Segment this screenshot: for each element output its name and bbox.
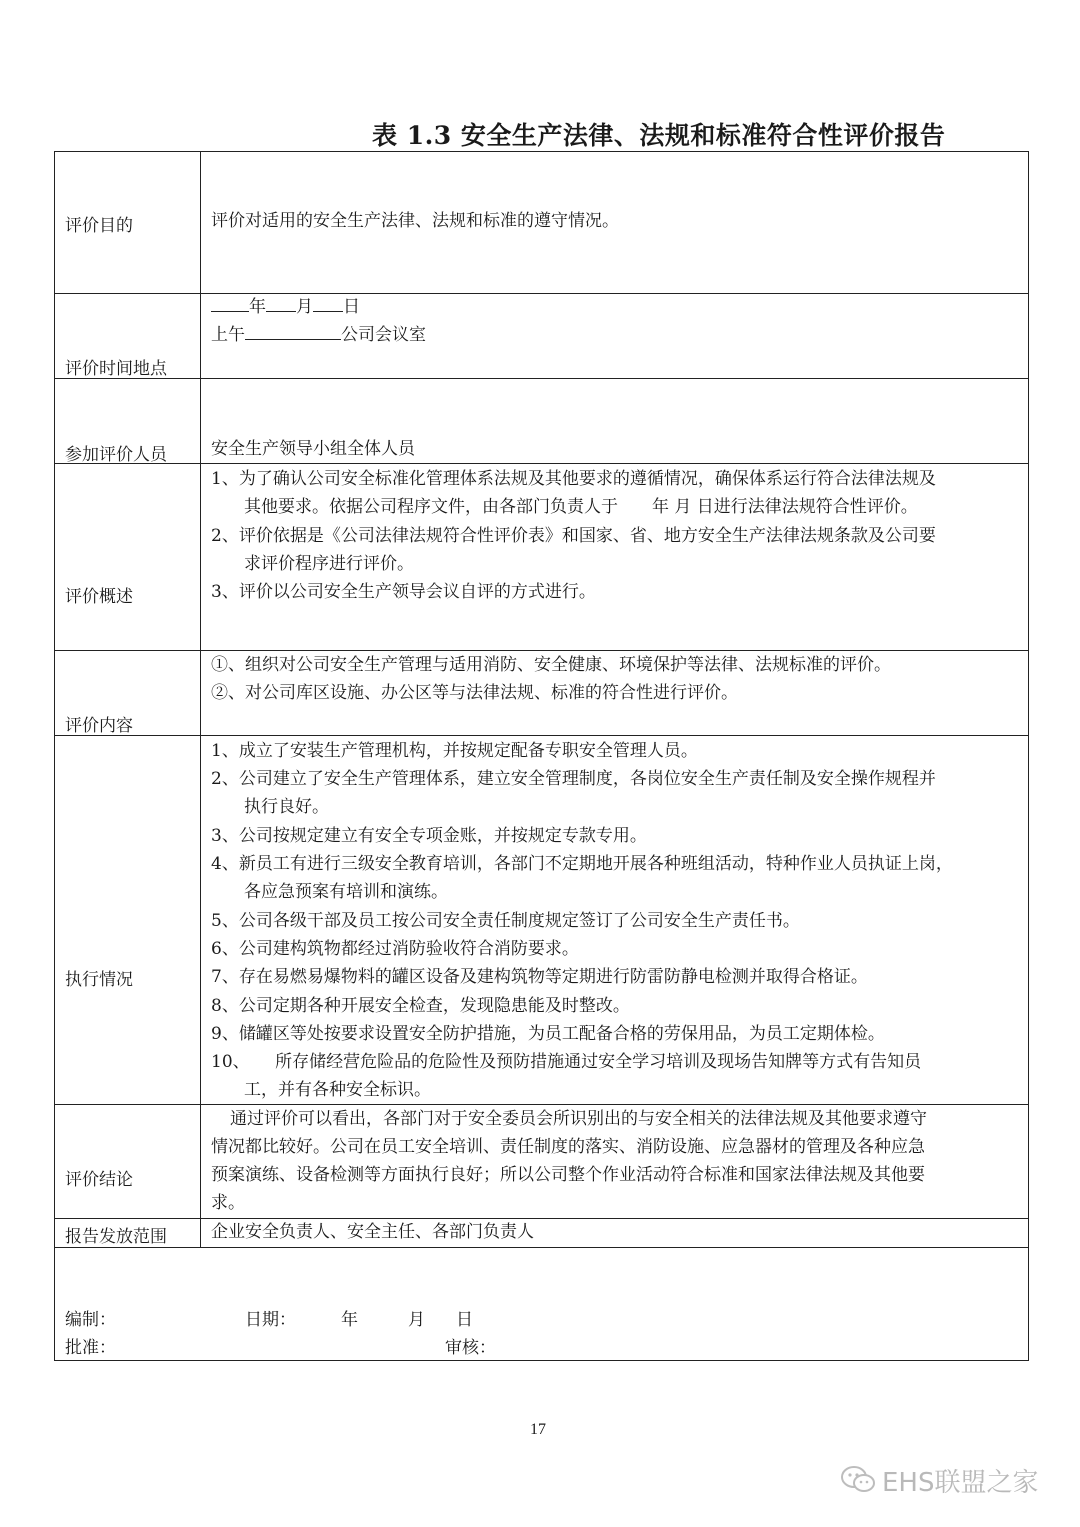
execution-line-3: 执行良好。 (244, 797, 329, 817)
year-text: 年 (249, 297, 266, 317)
conclusion-line-2: 情况都比较好。公司在员工安全培训、责任制度的落实、消防设施、应急器材的管理及各种应急 (211, 1137, 925, 1157)
watermark (840, 1462, 1038, 1502)
execution-line-13: 工，并有各种安全标识。 (244, 1080, 431, 1100)
overview-label: 评价概述 (65, 587, 133, 607)
place-line (211, 321, 426, 349)
evaluation-table (54, 151, 1029, 1361)
page-number: 17 (530, 1421, 546, 1438)
execution-line-11: 9、储罐区等处按要求设置安全防护措施，为员工配备合格的劳保用品，为员工定期体检。 (211, 1024, 885, 1044)
execution-line-10: 8、公司定期各种开展安全检查，发现隐患能及时整改。 (211, 996, 630, 1016)
table-border-right (1028, 151, 1029, 1361)
distribution-label: 报告发放范围 (65, 1227, 167, 1247)
approved-label: 批准： (65, 1338, 116, 1358)
conclusion-line-3: 预案演练、设备检测等方面执行良好；所以公司整个作业活动符合标准和国家法律法规及其他要 (211, 1165, 925, 1185)
execution-line-1: 1、成立了安装生产管理机构，并按规定配备专职安全管理人员。 (211, 741, 698, 761)
reviewed-label: 审核： (445, 1338, 496, 1358)
chat-bubble-icon (840, 1465, 876, 1502)
purpose-text: 评价对适用的安全生产法律、法规和标准的遵守情况。 (211, 211, 619, 231)
overview-line-2: 其他要求。依据公司程序文件，由各部门负责人于 年 月 日进行法律法规符合性评价。 (244, 497, 918, 517)
execution-line-7: 5、公司各级干部及员工按公司安全责任制度规定签订了公司安全生产责任书。 (211, 911, 800, 931)
overview-line-5: 3、评价以公司安全生产领导会议自评的方式进行。 (211, 582, 596, 602)
overview-line-3: 2、评价依据是《公司法律法规符合性评价表》和国家、省、地方安全生产法律法规条款及公司要 (211, 526, 936, 546)
row-divider (54, 1247, 1029, 1248)
participants-text: 安全生产领导小组全体人员 (211, 439, 415, 459)
signoff-month: 月 (408, 1310, 425, 1330)
execution-line-2: 2、公司建立了安全生产管理体系，建立安全管理制度，各岗位安全生产责任制及安全操作规程并 (211, 769, 936, 789)
table-border-bottom (54, 1360, 1029, 1361)
day-text: 日 (343, 297, 360, 317)
document-title: 表 1.3 安全生产法律、法规和标准符合性评价报告 (372, 121, 946, 150)
overview-line-1: 1、为了确认公司安全标准化管理体系法规及其他要求的遵循情况，确保体系运行符合法律法规及 (211, 469, 936, 489)
day-blank[interactable] (313, 293, 343, 312)
watermark-text: EHS联盟之家 (882, 1468, 1039, 1498)
month-text: 月 (296, 297, 313, 317)
execution-line-5: 4、新员工有进行三级安全教育培训，各部门不定期地开展各种班组活动，特种作业人员执证上岗， (211, 854, 953, 874)
signoff-day: 日 (456, 1310, 473, 1330)
time-place-label: 评价时间地点 (65, 359, 167, 379)
signoff-year: 年 (341, 1310, 358, 1330)
time-blank[interactable] (245, 321, 341, 340)
conclusion-line-1: 通过评价可以看出，各部门对于安全委员会所识别出的与安全相关的法律法规及其他要求遵守 (230, 1109, 927, 1129)
content-line-1: ①、组织对公司安全生产管理与适用消防、安全健康、环境保护等法律、法规标准的评价。 (211, 655, 891, 675)
am-text: 上午 (211, 325, 245, 345)
purpose-label: 评价目的 (65, 216, 133, 236)
execution-label: 执行情况 (65, 970, 133, 990)
overview-line-4: 求评价程序进行评价。 (244, 554, 414, 574)
content-label: 评价内容 (65, 716, 133, 736)
execution-line-6: 各应急预案有培训和演练。 (244, 882, 448, 902)
column-divider (200, 151, 201, 1247)
conclusion-line-4: 求。 (211, 1193, 245, 1213)
place-text: 公司会议室 (341, 325, 426, 345)
compiled-label: 编制： (65, 1310, 116, 1330)
execution-line-9: 7、存在易燃易爆物料的罐区设备及建构筑物等定期进行防雷防静电检测并取得合格证。 (211, 967, 868, 987)
content-line-2: ②、对公司库区设施、办公区等与法律法规、标准的符合性进行评价。 (211, 683, 738, 703)
year-blank[interactable] (211, 293, 249, 312)
signoff-date-label: 日期： (245, 1310, 296, 1330)
participants-label: 参加评价人员 (65, 445, 167, 465)
month-blank[interactable] (266, 293, 296, 312)
execution-line-12: 10、 所存储经营危险品的危险性及预防措施通过安全学习培训及现场告知牌等方式有告知员 (211, 1052, 922, 1072)
distribution-text: 企业安全负责人、安全主任、各部门负责人 (211, 1222, 534, 1242)
execution-line-8: 6、公司建构筑物都经过消防验收符合消防要求。 (211, 939, 579, 959)
execution-line-4: 3、公司按规定建立有安全专项金账，并按规定专款专用。 (211, 826, 647, 846)
conclusion-label: 评价结论 (65, 1170, 133, 1190)
date-blank-line (211, 293, 360, 321)
table-border-left (54, 151, 55, 1361)
